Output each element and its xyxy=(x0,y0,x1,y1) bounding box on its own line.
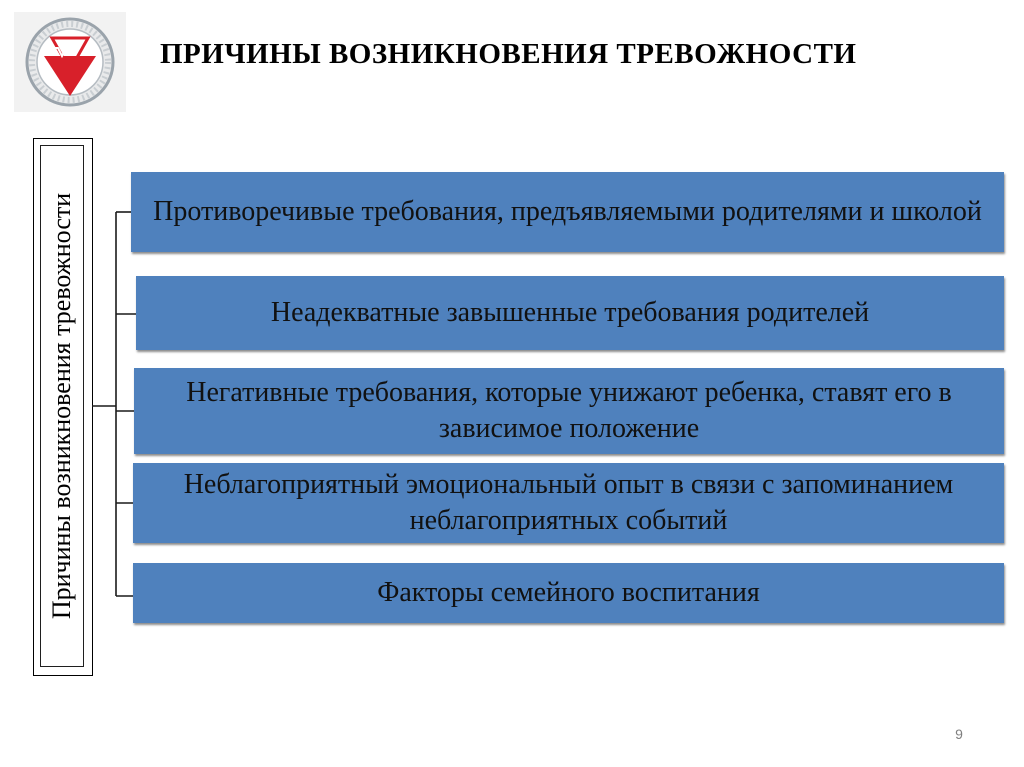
cause-text-4: Неблагоприятный эмоциональный опыт в связи с запоминанием неблагоприятных событий xyxy=(183,469,954,536)
cause-text-3: Негативные требования, которые унижают ребенка, ставят его в зависимое положение xyxy=(186,377,952,444)
cause-text-2: Неадекватные завышенные требования родителей xyxy=(270,297,870,328)
cause-text-5: Факторы семейного воспитания xyxy=(377,577,760,608)
cause-box-4 xyxy=(133,463,1004,543)
cause-box-3 xyxy=(134,368,1004,454)
vertical-label: Причины возникновения тревожности xyxy=(47,192,76,620)
page-number: 9 xyxy=(955,726,963,742)
cause-box-2 xyxy=(136,276,1004,350)
page-title: ПРИЧИНЫ ВОЗНИКНОВЕНИЯ ТРЕВОЖНОСТИ xyxy=(160,38,857,70)
cause-box-1 xyxy=(131,172,1004,252)
cause-box-5 xyxy=(133,563,1004,623)
cause-text-1: Противоречивые требования, предъявляемыми родителями и школой xyxy=(153,196,982,227)
